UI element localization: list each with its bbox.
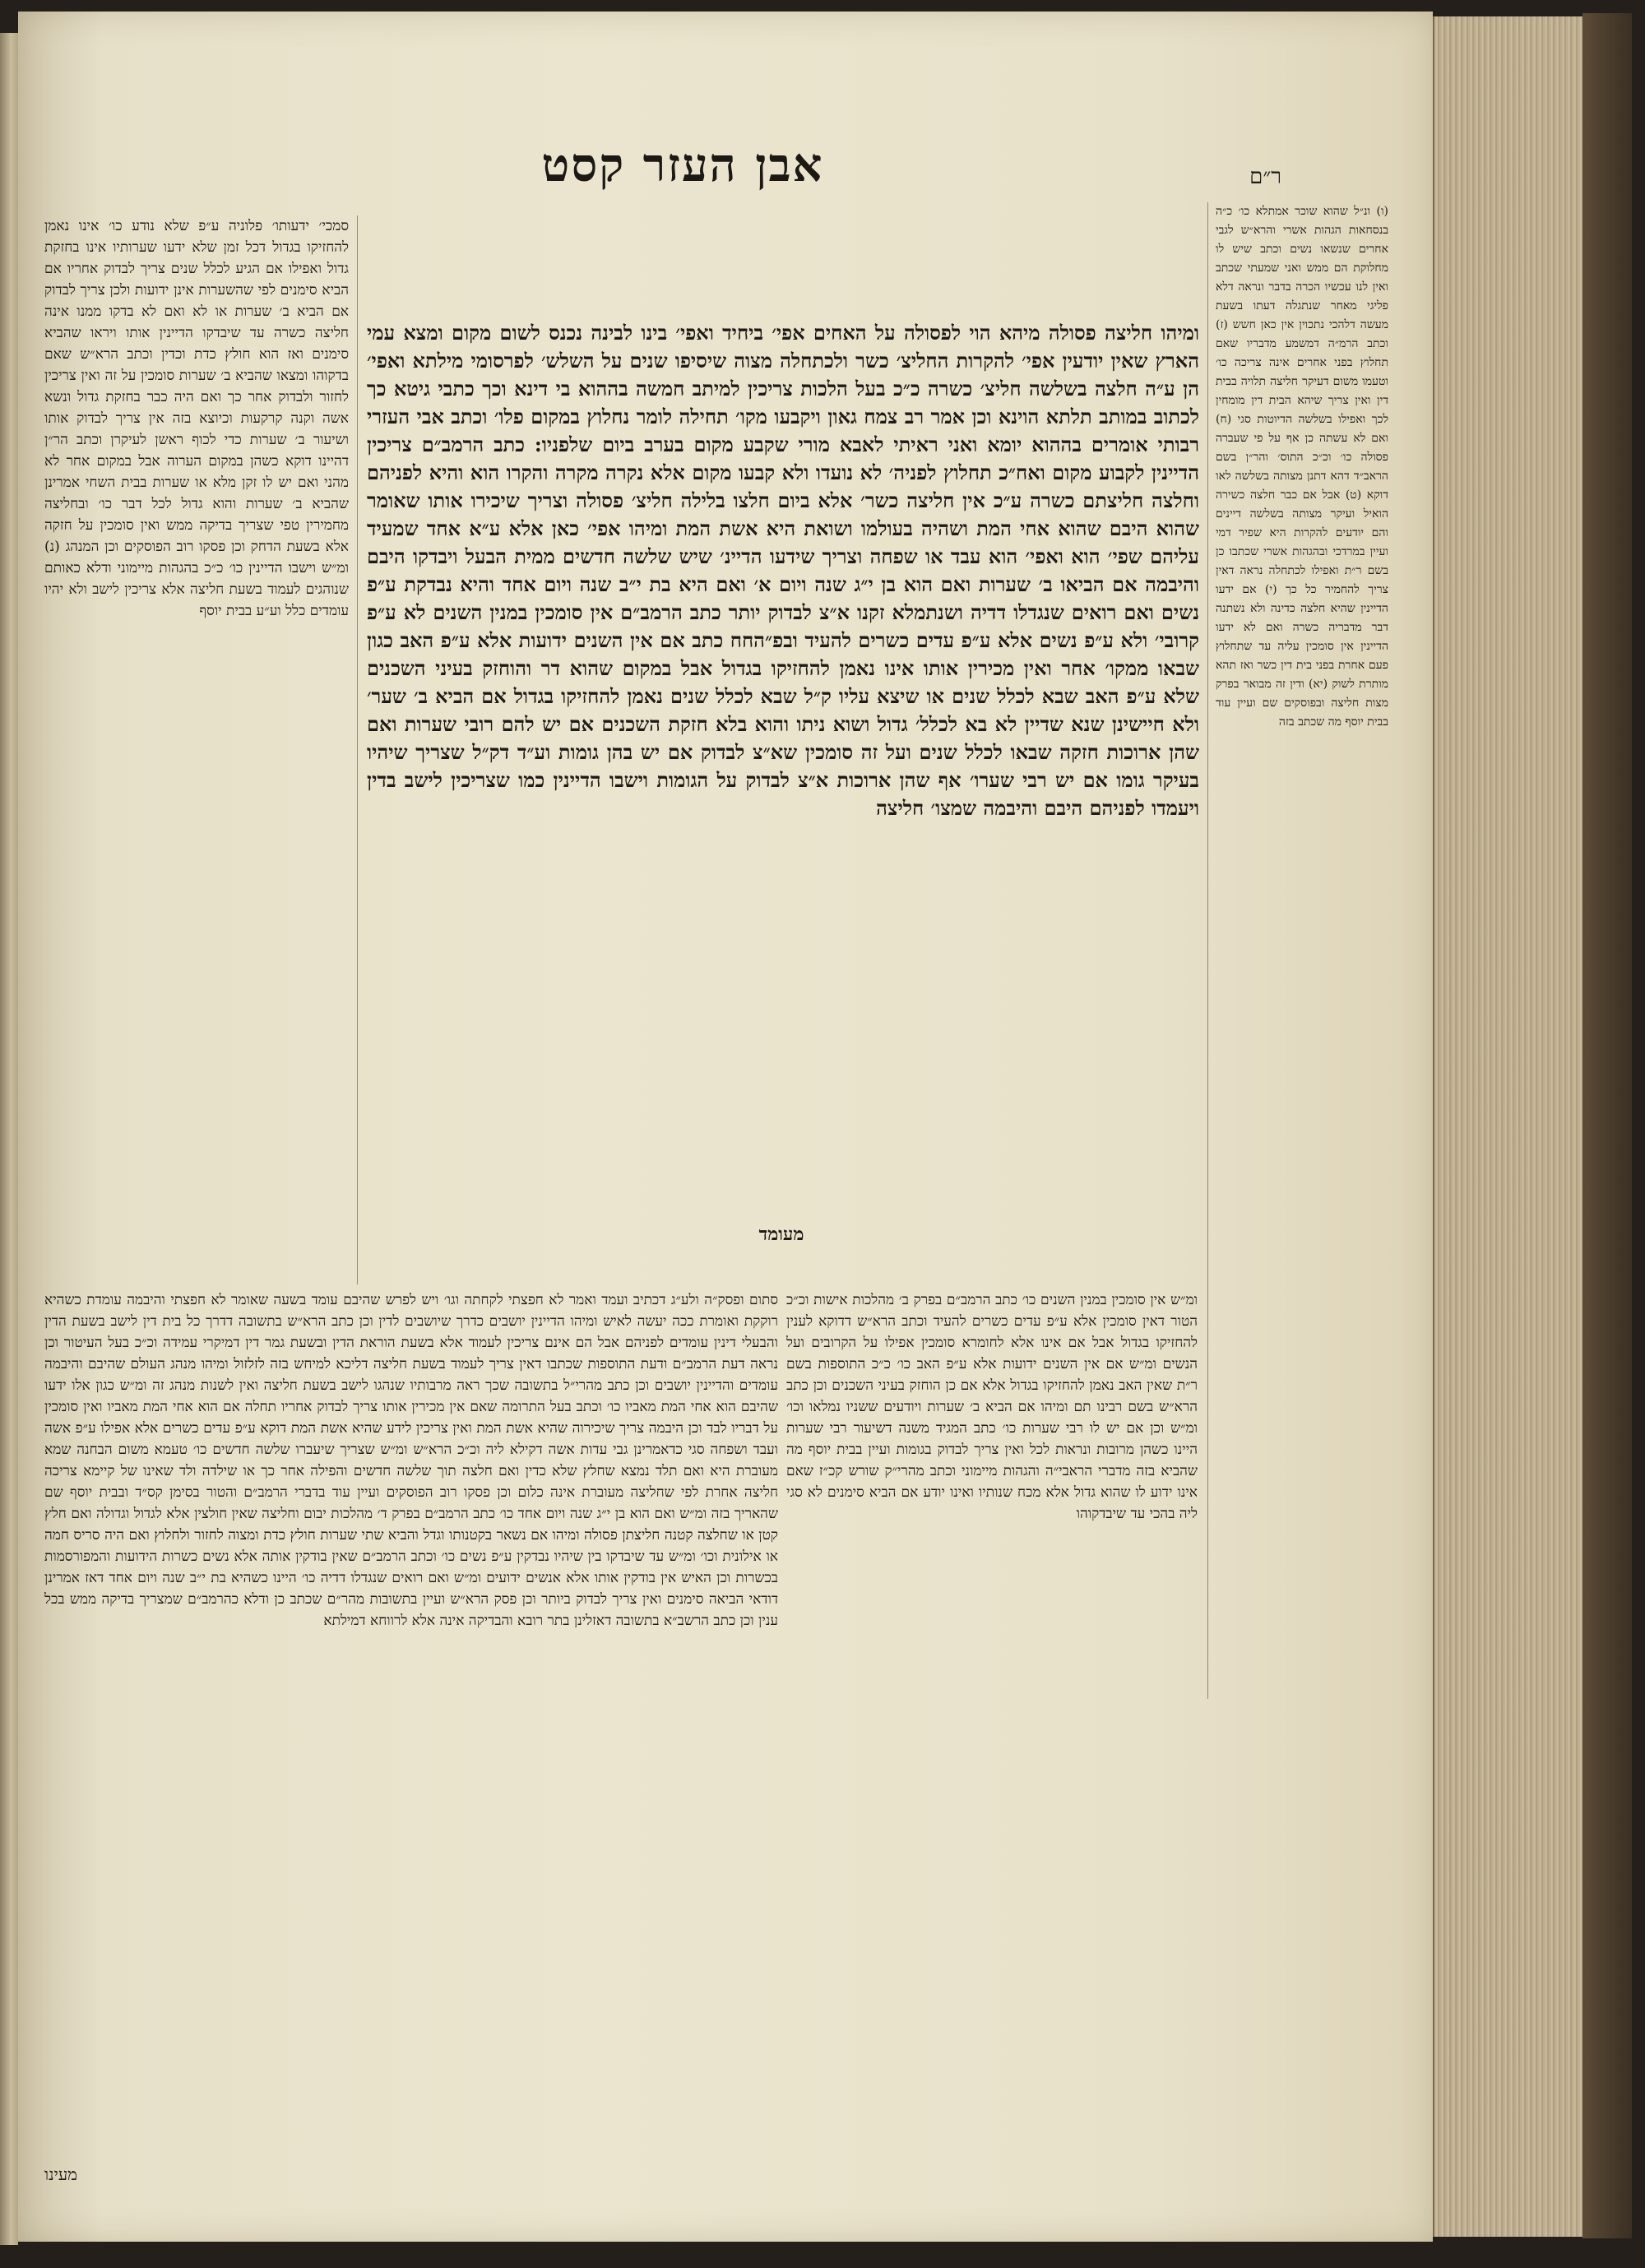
main-text-column — [367, 319, 1199, 1207]
right-notes-text: (ו) ונ״ל שהוא שוכר אמתלא כו׳ כ״ה בנסחאות הגהות אשרי והרא״ש לגבי אחרים שנשאו נשים וכתב שיש לו מחלוקת הם ממש ואני שמעתי שכתב ואין לנו עכשיו הכרה בדבר ונראה דלא פליגי מאחר שנתגלה דעתו בשעת מעשה דלהכי נתכוין אין כאן חשש (ז) וכתב הרמ״ה דמשמע מדבריו שאם תחלוץ בפני אחרים אינה צריכה כו׳ וטעמו משום דעיקר חליצה תלויה בבית דין ואין צריך שיהא הבית דין מומחין לכך ואפילו בשלשה הדיוטות סגי (ח) ואם לא עשתה כן אף על פי שעברה פסולה כו׳ וכ״כ התוס׳ והר״ן בשם הראב״ד דהא דתנן מצותה בשלשה לאו דוקא (ט) אבל אם כבר חלצה כשירה הואיל ועיקר מצותה בשלשה דיינים והם יודעים להקרות היא שפיר דמי ועיין במרדכי ובהגהות אשרי שכתבו כן בשם ר״ת ואפילו לכתחלה נראה דאין צריך להחמיר כל כך (י) אם ידעו הדיינין שהיא חלצה כדינה ולא נשתנה דבר מדבריה כשרה ואם לא ידעו הדיינין אין סומכין עליה עד שתחלוץ פעם אחרת בפני בית דין כשר ואז תהא מותרת לשוק (יא) ודין זה מבואר בפרק מצות חליצה ובפוסקים שם ועיין עוד בבית יוסף מה שכתב בזה — [1216, 205, 1388, 729]
left-notes-text: סמכי׳ ידעותו׳ פלוניה ע״פ שלא נודע כו׳ אינו נאמן להחזיקו בגדול דכל זמן שלא ידעו שערותיו אינו בחזקת גדול ואפילו אם הגיע לכלל שנים צריך לבדוק אחריו אם הביא סימנים לפי שהשערות אינן ידועות ולכן צריך לבדוק אם הביא ב׳ שערות או לא ואם לא בדקו ממנו אינה חליצה כשרה עד שיבדקו הדיינין אותו ויראו שהביא סימנים ואז הוא חולץ כדת וכדין וכתב הרא״ש שאם בדקוהו ומצאו שהביא ב׳ שערות סומכין על זה ואין צריכין לחזור ולבדוק אחר כך ואם היה כבר בחזקת גדול ונשא אשה וקנה קרקעות וכיוצא בזה אין צריך לבדוק אותו ושיעור ב׳ שערות כדי לכוף ראשן לעיקרן וכתב הר״ן דהיינו דוקא כשהן במקום הערוה אבל במקום אחר לא מהני ואם יש לו זקן מלא או שערות בבית השחי אמרינן שהביא ב׳ שערות והוא גדול לכל דבר כו׳ ובחליצה מחמירין טפי שצריך בדיקה ממש ואין סומכין על חזקה אלא בשעת הדחק וכן פסקו רוב הפוסקים וכן המנהג (נ) ומ״ש וישבו הדיינין כו׳ כ״כ בהגהות מיימוני ודלא כאותם שנוהגים לעמוד בשעת חליצה אלא צריכין לישב ולא יהיו עומדים כלל וע״ע בבית יוסף — [44, 218, 349, 619]
bottom-right-commentary-text: ומ״ש אין סומכין במנין השנים כו׳ כתב הרמב״ם בפרק ב׳ מהלכות אישות וכ״כ הטור דאין סומכין אלא ע״פ עדים כשרים להעיד וכתב הרא״ש דדוקא לענין להחזיקו בגדול אבל אם אינו אלא לחומרא סומכין אפילו על הקרובים ועל הנשים ומ״ש אם אין השנים ידועות אלא ע״פ האב כו׳ כ״כ התוספות בשם ר״ת שאין האב נאמן להחזיקו בגדול אלא אם כן הוחזק בעיני השכנים וכן כתב הרא״ש בשם רבינו תם ומיהו אם הביא ב׳ שערות ויודעים ששניו נמלאו וכו׳ ומ״ש וכן אם יש לו רבי שערות כו׳ כתב המגיד משנה דשיעור רבי שערות היינו כשהן מרובות ונראות לכל ואין צריך לבדוק בגומות ועיין בבית יוסף מה שהביא בזה מדברי הראבי״ה והגהות מיימוני וכתב מהרי״ק שורש קכ״ז שאם אינו ידוע לו שהוא גדול אלא מכח שנותיו ואינו יודע אם הביא סימנים לא סגי ליה בהכי עד שיבדקוהו — [786, 1292, 1198, 1522]
page-stack-edge — [1433, 16, 1584, 2237]
column-rule-right — [1207, 202, 1208, 1699]
column-rule-left — [357, 215, 358, 1284]
catchword: מעינו — [44, 2164, 78, 2184]
running-head: אבן העזר קסט — [541, 138, 824, 192]
main-text-end: מעומד — [758, 1224, 804, 1245]
facing-page-edge — [0, 33, 18, 2245]
bottom-commentary-column — [44, 1289, 778, 2168]
main-text-body: ומיהו חליצה פסולה מיהא הוי לפסולה על האחים אפי׳ ביחיד ואפי׳ בינו לבינה נכנס לשום מקום ומצא עמי הארץ שאין יודעין אפי׳ להקרות החליצ׳ כשר ולכתחלה מצוה שיסיפו שנים על השלש׳ לפרסומי מילתא ואפי׳ הן ע״ה חלצה בשלשה חליצ׳ כשרה כ״כ בעל הלכות צריכין למיתב חמשה בההוא בי דינא וכך כתבי גיטא כך לכתוב במותב תלתא הוינא וכן אמר רב צמח גאון ויקבעו מקו׳ תחילה לומר נחלוץ במקום פלו׳ וכתב אבי העזרי רבותי אומרים בההוא יומא ואני ראיתי לאבא מורי שקבע מקום בערב ביום שלפניו: כתב הרמב״ם צריכין הדיינין לקבוע מקום ואח״כ תחלוץ לפניה׳ לא נועדו ולא קבעו מקום אלא נקרה מקרה והקרו הוא והיא לפניהם וחלצה חליצתם כשרה ע״כ אין חליצה כשר׳ אלא ביום חלצו בלילה חליצ׳ פסולה וצריך שיכירו אותו שאומר שהוא היבם שהוא אחי המת ושהיה בעולמו ושואת היא אשת המת ומיהו אפי׳ כאן אלא ע״א אחד שמעיד עליהם שפי׳ הוא ואפי׳ הוא עבד או שפחה וצריך שידעו הדיינ׳ שיש שלשה חדשים ממית הבעל ויבדקו היבם והיבמה אם הביאו ב׳ שערות ואם הוא בן י״ג שנה ויום א׳ ואם היא בת י״ב שנה ויום אחד והיא נבדקת ע״פ נשים ואם רואים שנגדלו דדיה ושנתמלא זקנו א״צ לבדוק יותר כתב הרמב״ם אין סומכין במנין השנים לא ע״פ קרובי׳ ולא ע״פ נשים אלא ע״פ עדים כשרים להעיד ובפ״החח כתב אם אין השנים ידועות אלא ע״פ האב כגון שבאו ממקו׳ אחר ואין מכירין אותו אינו נאמן להחזיקו בגדול אבל במקום שהוא דר והוחזק בעיני השכנים שלא ע״פ האב שבא לכלל שנים או שיצא עליו ק״ל שבא לכלל שנים נאמן להחזיקו בגדול אם הביא ב׳ שער׳ ולא חיישינן שנא שדיין לא בא לכלל׳ גדול ושוא ניתו והוא בלא חזקת השכנים אם יש להם רובי שערות ואם שהן ארוכות חזקה שבאו לכלל שנים ועל זה סומכין שא״צ לבדוק אם יש בהן גומות וע״ד דק״ל שצריך שיהיו בעיקר גומו אם יש רבי שערו׳ אף שהן ארוכות א״צ לבדוק על הגומות וישבו הדיינין כמו שצריכין לישב בדין ויעמדו לפניהם היבם והיבמה שמצו׳ חליצה — [367, 321, 1199, 820]
book-cover-edge — [1582, 13, 1632, 2238]
right-notes-column — [1216, 202, 1388, 1699]
folio-number: ר״ם — [1249, 164, 1281, 189]
left-notes-column — [44, 215, 349, 1276]
bottom-commentary-text: סתום ופסק״ה ולע״ג דכתיב ועמד ואמר לא חפצתי לקחתה וגו׳ ויש לפרש שהיבם עומד בשעה שאומר לא חפצתי והיבמה עומדת כשהיא רוקקת ואומרת ככה יעשה לאיש ומיהו הדיינין יושבים כדרך שיושבים לדין וכן כתב הרא״ש בתשובה דדרך כל בית דין לישב בשעת הדין והבעלי דינין עומדים לפניהם אבל הם אינם צריכין לעמוד אלא בשעת הוראת הדין ובשעת גמר דין דמיקרי עמידה וכ״כ בעל העיטור וכן נראה דעת הרמב״ם ודעת התוספות שכתבו דאין צריך לעמוד בשעת חליצה דליכא למיחש בזה לזלזול ומיהו מנהג העולם שהיבם והיבמה עומדים והדיינין יושבים וכן כתב מהרי״ל בתשובה שכך ראה מרבותיו שנהגו לישב בשעת חליצה ואין לשנות מנהג זה ומ״ש כגון אלו ידעו שהיבם הוא אחי המת מאביו כו׳ וכתב בעל התרומה שאם אין מכירין אותו צריך לבדוק אחריו תחלה אם הוא אחי המת מאביו ואין סומכין על דבריו לבד וכן היבמה צריך שיכירוה שהיא אשת המת ואין צריכין לידע שהיא אשת המת דוקא ע״פ עדים כשרים אלא אפילו ע״פ אשה ועבד ושפחה סגי כדאמרינן גבי עדות אשה דקילא ליה וכ״כ הרא״ש ומ״ש שצריך שיעברו שלשה חדשים כו׳ טעמא משום הבחנה שמא מעוברת היא ואם תלד נמצא שחלץ שלא כדין ואם חלצה תוך שלשה חדשים והפילה אחר כך או שילדה ולד שאינו של קיימא צריכה חליצה אחרת לפי שחליצה מעוברת אינה כלום וכן פסקו רוב הפוסקים ועיין עוד בדברי הרמב״ם והטור בסימן קס״ד ובבית יוסף שם שהאריך בזה ומ״ש ואם הוא בן י״ג שנה ויום אחד כו׳ כתב הרמב״ם בפרק ד׳ מהלכות יבום וחליצה שאין חולצין אלא לגדול וגדולה ואם חלץ קטן או שחלצה קטנה חליצתן פסולה ומיהו אם נשאר בקטנותו וגדל והביא שתי שערות חולץ כדת ומצוה לחזור ולחלוץ ואם היה סריס חמה או אילונית וכו׳ ומ״ש עד שיבדקו בין שיהיו נבדקין ע״פ נשים כו׳ וכתב הרמב״ם שאין בודקין אותה אלא נשים כשרות הידועות והמפורסמות בכשרות וכן האיש אין בודקין אותו אלא אנשים ידועים ומ״ש ואם רואים שנגדלו דדיה כו׳ היינו כשהיא בת י״ב שנה ויום אחד דאז אמרינן דודאי הביאה סימנים ואין צריך לבדוק ביותר וכן פסק הרא״ש ועיין בתשובות מהר״ם שכתב כן ודלא כהרמב״ם שמצריך בדיקה ממש בכל ענין וכן כתב הרשב״א בתשובה דאזלינן בתר רובא והבדיקה אינה אלא לרווחא דמילתא — [44, 1292, 778, 1629]
bottom-right-commentary-column — [786, 1289, 1198, 2168]
